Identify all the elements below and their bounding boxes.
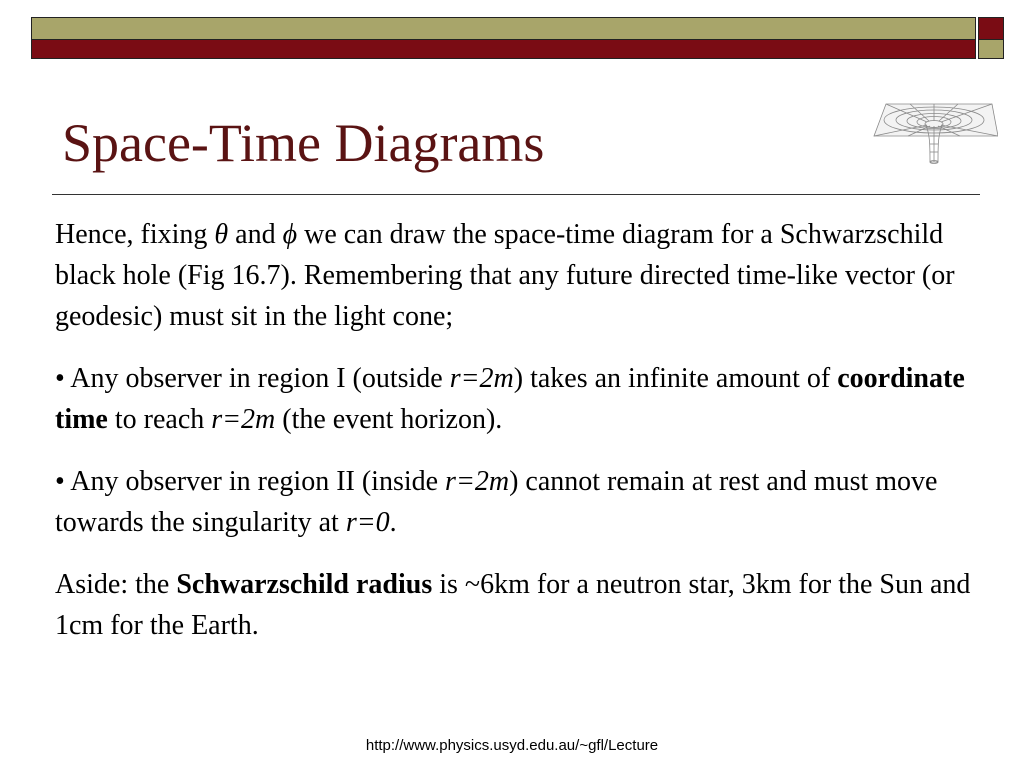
header-bar-maroon — [31, 40, 976, 59]
paragraph-aside — [55, 564, 975, 646]
intro-text-2: and — [228, 219, 283, 250]
bullet-2-radius-2: r=0 — [345, 507, 390, 538]
header-bar-olive — [31, 17, 976, 40]
bullet-1-radius-2: r=2m — [211, 404, 276, 435]
bullet-region-two — [55, 461, 975, 543]
bullet-2-text-2: ) cannot remain at rest and must move towards the singularity at — [55, 466, 938, 538]
bullet-1-text-2: ) takes an infinite amount of — [513, 363, 838, 394]
intro-text-3: we can draw the space-time diagram for a Schwarzschild black hole (Fig 16.7). Remembering that any future directed time-like vector (or geodesic) must sit in the light cone; — [55, 219, 955, 332]
schwarzschild-radius-term: Schwarzschild radius — [176, 569, 433, 600]
bullet-2-radius-1: r=2m — [445, 466, 510, 497]
aside-text-2: is ~6km for a neutron star, 3km for the Sun and 1cm for the Earth. — [55, 569, 971, 641]
header-square-maroon — [978, 17, 1004, 40]
theta-symbol: θ — [214, 219, 229, 250]
slide-title: Space-Time Diagrams — [62, 113, 545, 173]
wormhole-funnel-icon — [872, 96, 998, 166]
bullet-region-one — [55, 358, 975, 440]
bullet-1-text-3: to reach — [107, 404, 212, 435]
paragraph-intro — [55, 214, 975, 337]
bullet-2-text-3: . — [389, 507, 397, 538]
bullet-1-text-1: • Any observer in region I (outside — [55, 363, 450, 394]
title-divider — [52, 194, 980, 195]
intro-text-1: Hence, fixing — [55, 219, 215, 250]
footer-url[interactable]: http://www.physics.usyd.edu.au/~gfl/Lecture — [365, 737, 659, 754]
aside-text-1: Aside: the — [55, 569, 177, 600]
coordinate-time-term: coordinate time — [55, 363, 965, 435]
header-square-olive — [978, 40, 1004, 59]
bullet-1-radius-1: r=2m — [449, 363, 514, 394]
slide-body — [55, 214, 975, 667]
bullet-1-text-4: (the event horizon). — [275, 404, 503, 435]
phi-symbol: ϕ — [282, 219, 298, 250]
bullet-2-text-1: • Any observer in region II (inside — [55, 466, 446, 497]
